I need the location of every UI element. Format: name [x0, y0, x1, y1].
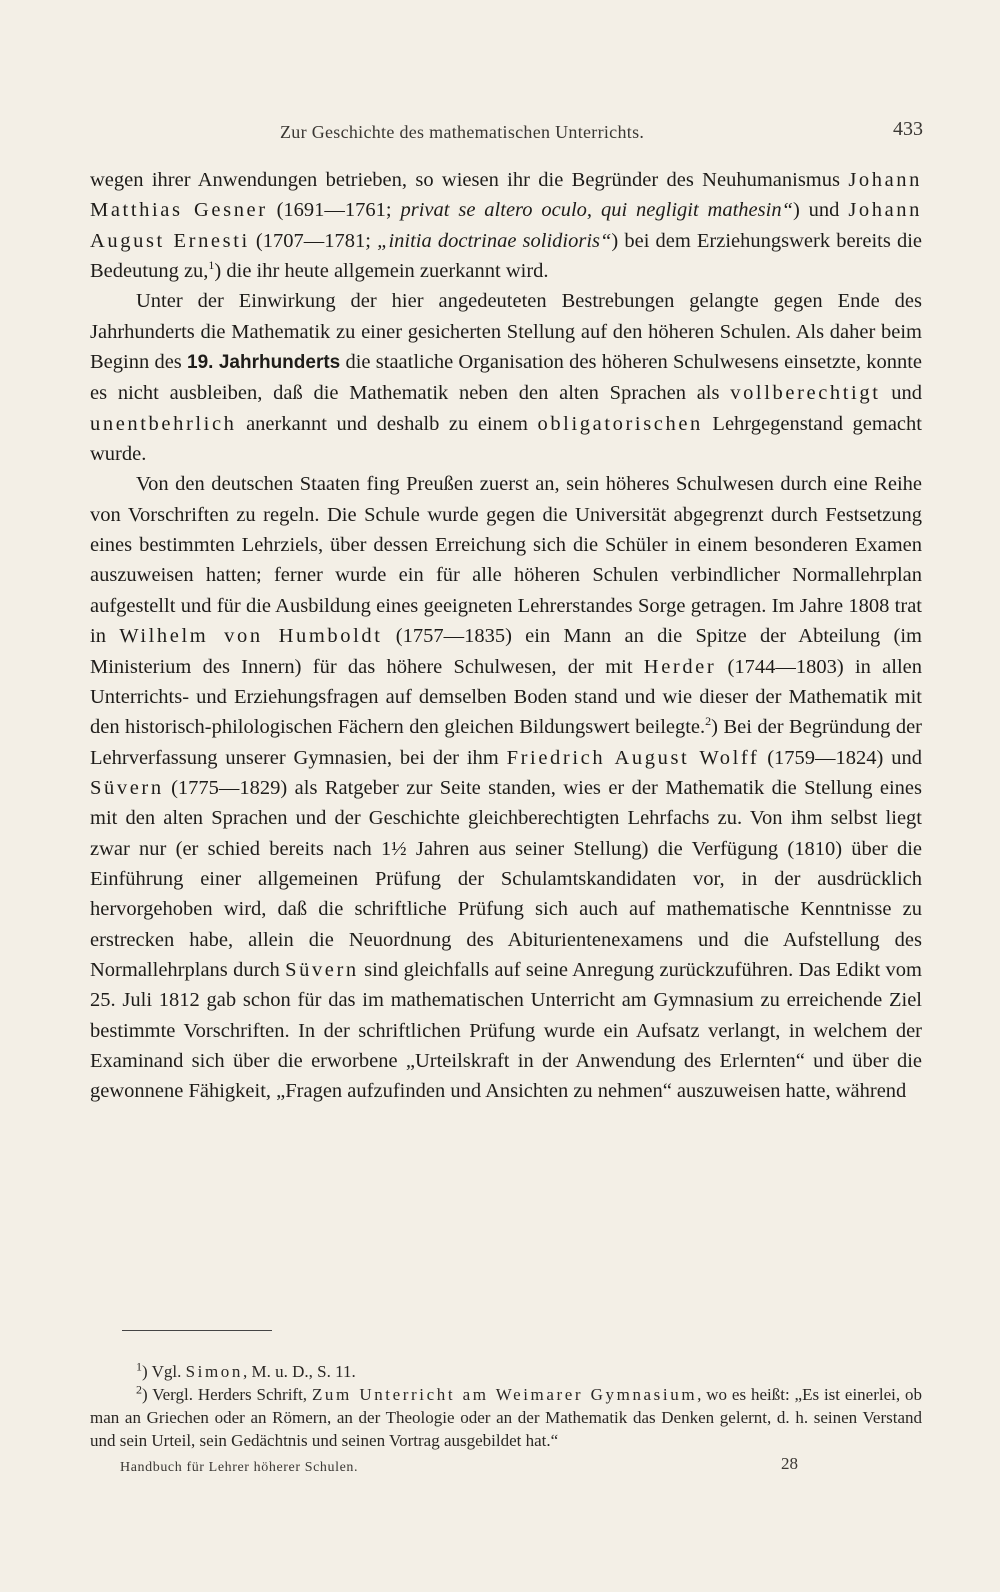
page-header — [90, 118, 923, 146]
page-footer — [0, 1454, 1000, 1484]
text-run: die staatliche Organisation des höheren Schulwesens einsetzte, konnte es nicht ausbleiben, daß die Mathematik neben den alten Sprachen als — [90, 351, 923, 405]
text-run: Lehrgegenstand gemacht wurde. — [90, 412, 922, 466]
footnote-2 — [90, 1383, 922, 1452]
paragraph-1 — [90, 165, 922, 286]
text-run: , wo es heißt: „Es ist einerlei, ob man an Griechen oder an Römern, an der Theologie oder an der Mathematik das Denken gelernt, d. h. seinen Verstand und sein Urteil, sein Gedächtnis und seinen Vortrag ausgebildet hat.“ — [90, 1385, 922, 1450]
latin-quote: „initia doctrinae solidioris“ — [377, 229, 612, 252]
work-title: Zum Unterricht am Weimarer Gymnasium — [311, 1385, 698, 1404]
person-name: Johann Matthias Gesner — [90, 169, 922, 222]
book-title: Handbuch für Lehrer höherer Schulen. — [120, 1460, 359, 1475]
text-run: (1775—1829) als Ratgeber zur Seite standen, wies er der Mathematik die Stellung eines mit den alten Sprachen und der Geschichte gleichberechtigten Lehrfachs zu. Von ihm selbst liegt zwar nur (er schied bereits nach 1½ Jahren aus seiner Stellung) die Verfügung (1810) über die Einführung einer allgemeinen Prüfung der Schulamtskandidaten vor, in der ausdrücklich hervorgehoben wird, daß die schriftliche Prüfung sich auch auf mathematische Kenntnisse zu erstrecken habe, allein die Neuordnung des Abiturientenexamens und die Aufstellung des Normallehrplans durch — [90, 776, 922, 981]
text-run: ) Vgl. — [142, 1362, 186, 1381]
footnote-ref: 1 — [208, 258, 215, 273]
footnotes — [90, 1360, 922, 1452]
footnote-mark: 1 — [136, 1359, 142, 1374]
running-title: Zur Geschichte des mathematischen Unterrichts. — [280, 122, 645, 142]
text-run: (1707—1781; — [249, 229, 378, 252]
text-run: (1757—1835) ein Mann an die Spitze der Abteilung (im Ministerium des Innern) für das höhere Schulwesen, der mit — [90, 625, 922, 678]
footnote-mark: 2 — [136, 1382, 142, 1397]
page-number: 433 — [893, 118, 923, 140]
text-run: Unter der Einwirkung der hier angedeuteten Bestrebungen gelangte gegen Ende des Jahrhunderts die Mathematik zu einer gesicherten Stellung auf den höheren Schulen. Als daher beim Beginn des — [90, 290, 922, 374]
main-text — [90, 165, 922, 1107]
signature-mark: 28 — [781, 1454, 798, 1473]
paragraph-3 — [90, 469, 922, 1106]
text-run: und — [880, 382, 922, 405]
text-run: ) bei dem Erziehungswerk bereits die Bedeutung zu, — [90, 229, 922, 283]
emphasis: obligatorischen — [537, 412, 703, 435]
text-run: wegen ihrer Anwendungen betrieben, so wiesen ihr die Begründer des Neuhumanismus — [90, 169, 849, 191]
person-name: Süvern — [285, 958, 359, 981]
text-run: , M. u. D., S. 11. — [243, 1362, 356, 1381]
author-name: Simon — [185, 1362, 244, 1381]
century-heading: 19. Jahrhunderts — [187, 352, 341, 374]
person-name: Süvern — [90, 776, 164, 799]
footnote-ref: 2 — [705, 714, 712, 729]
text-run: ) die ihr heute allgemein zuerkannt wird. — [214, 260, 549, 283]
emphasis: unentbehrlich — [90, 412, 237, 435]
text-run: ) und — [792, 199, 849, 222]
person-name: Friedrich August Wolff — [506, 746, 760, 769]
text-run: (1759—1824) und — [759, 746, 922, 769]
footnote-1 — [90, 1360, 922, 1383]
emphasis: vollberechtigt — [730, 382, 881, 405]
person-name: Johann August Ernesti — [90, 199, 923, 252]
person-name: Herder — [643, 655, 717, 678]
footnote-divider — [122, 1330, 272, 1331]
text-run: ) Vergl. Herders Schrift, — [142, 1385, 312, 1404]
text-run: (1744—1803) in allen Unterrichts- und Erziehungsfragen auf demselben Boden stand und wie dieser der Mathematik mit den historisch-philologischen Fächern den gleichen Bildungswert beilegte. — [90, 655, 922, 739]
text-run: (1691—1761; — [267, 199, 401, 222]
text-run: sind gleichfalls auf seine Anregung zurückzuführen. Das Edikt vom 25. Juli 1812 gab schon für das im mathematischen Unterricht am Gymnasium zu erreichende Ziel bestimmte Vorschriften. In der schriftlichen Prüfung wurde ein Aufsatz verlangt, in welchem der Examinand sich über die erworbene „Urteilskraft in der Anwendung des Erlernten“ und über die gewonnene Fähigkeit, „Fragen aufzufinden und Ansichten zu nehmen“ auszuweisen hatte, während — [90, 958, 922, 1103]
text-run: Von den deutschen Staaten fing Preußen zuerst an, sein höheres Schulwesen durch eine Reihe von Vorschriften zu regeln. Die Schule wurde gegen die Universität abgegrenzt durch Festsetzung eines bestimmten Lehrziels, über dessen Erreichung sich die Schüler in einem besonderen Examen auszuweisen hatten; ferner wurde ein für alle höheren Schulen verbindlicher Normallehrplan aufgestellt und für die Ausbildung eines geeigneten Lehrerstandes Sorge getragen. Im Jahre 1808 trat in — [90, 473, 922, 648]
text-run: anerkannt und deshalb zu einem — [236, 412, 538, 435]
text-run: ) Bei der Begründung der Lehrverfassung unserer Gymnasien, bei der ihm — [90, 716, 922, 769]
latin-quote: privat se altero oculo, qui negligit mathesin“ — [400, 199, 793, 222]
person-name: Wilhelm von Humboldt — [119, 625, 383, 648]
paragraph-2 — [90, 286, 922, 469]
